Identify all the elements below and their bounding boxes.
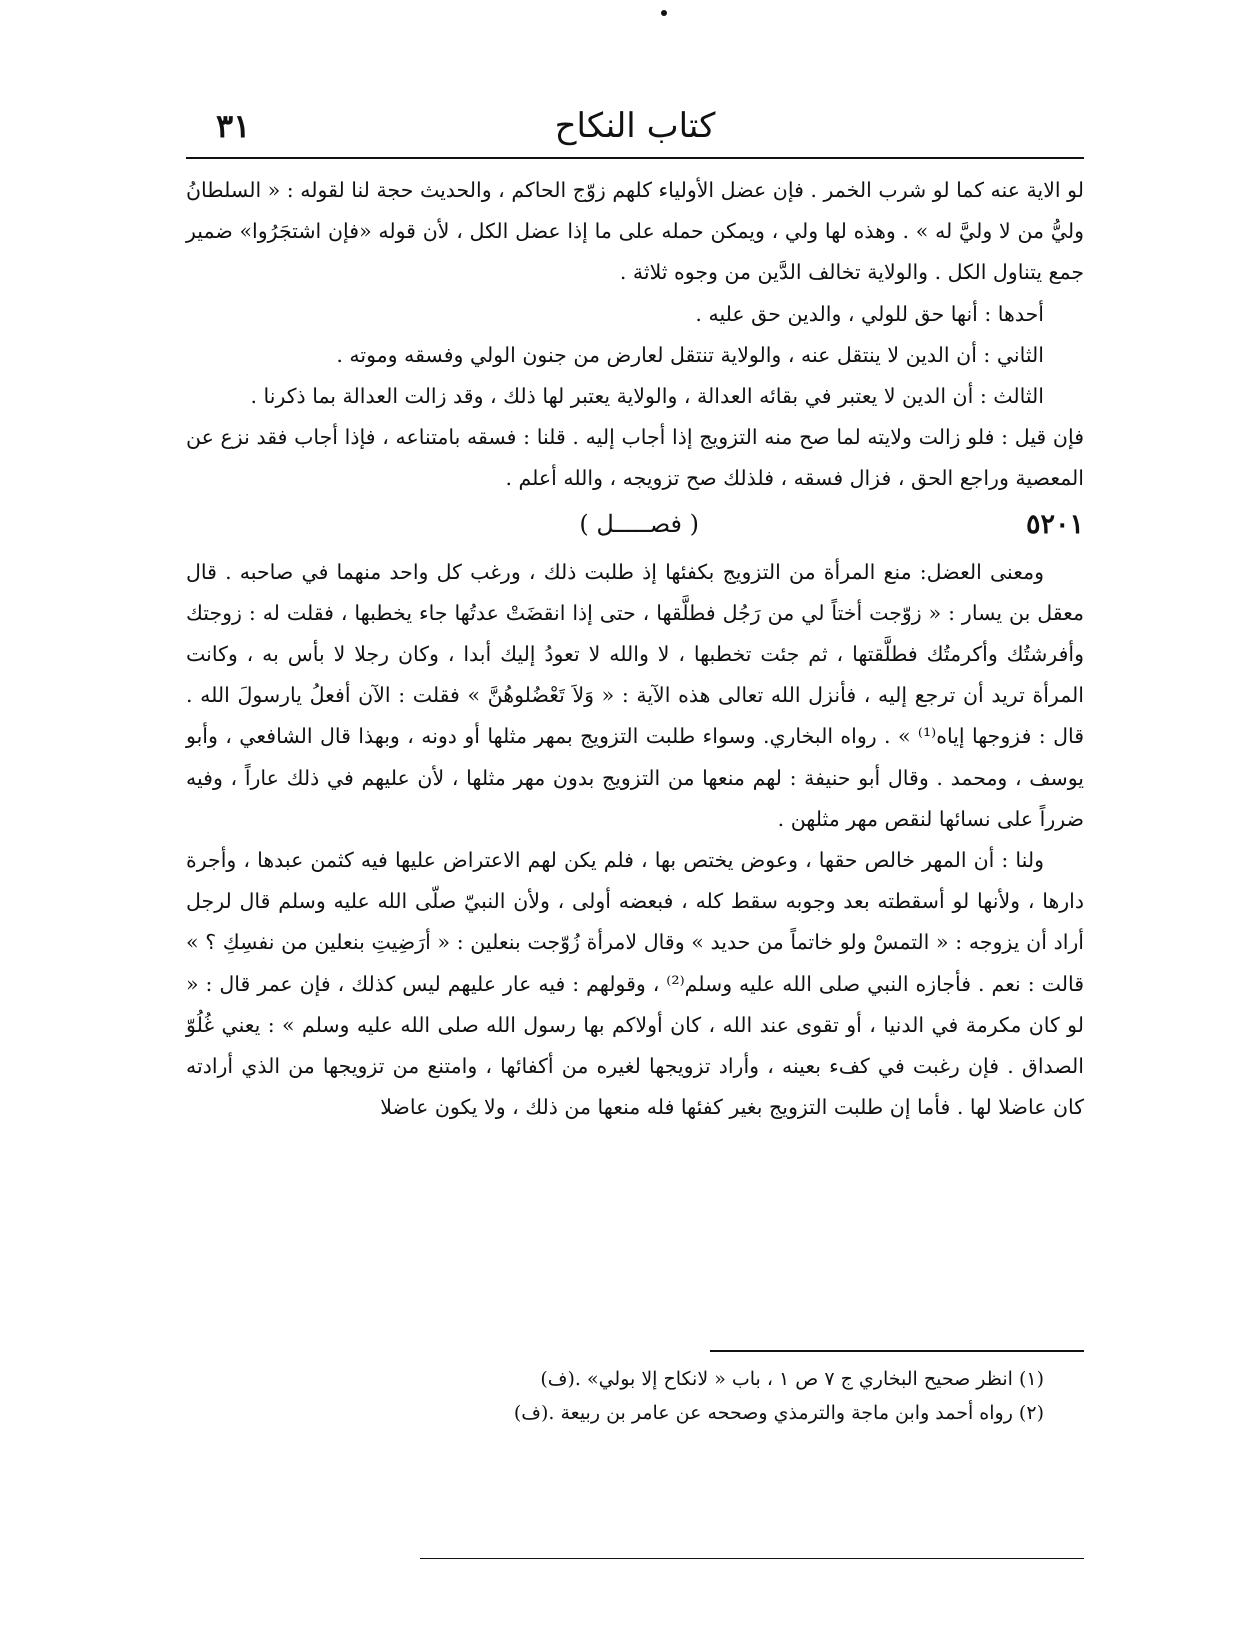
section-heading [186, 502, 1084, 550]
paragraph: لو الاية عنه كما لو شرب الخمر . فإن عضل الأولياء كلهم زوّج الحاكم ، والحديث حجة لنا لقوله : « السلطانُ وليُّ من لا وليَّ له » . وهذه لها ولي ، ويمكن حمله على ما إذا عضل الكل ، لأن قوله «فإن اشتجَرُوا» ضمير جمع يتناول الكل . والولاية تخالف الدَّين من وجوه ثلاثة . [186, 178, 1084, 285]
footnotes [420, 1362, 1044, 1430]
footnote: (٢) رواه أحمد وابن ماجة والترمذي وصححه عن عامر بن ربيعة .(ف) [513, 1402, 1044, 1424]
main-text [186, 170, 1084, 1128]
paragraph: ولنا : أن المهر خالص حقها ، وعوض يختص بها ، فلم يكن لهم الاعتراض عليها فيه كثمن عبدها ، وأجرة دارها ، ولأنها لو أسقطته بعد وجوبه سقط كله ، فبعضه أولى ، ولأن النبيّ صلّى الله عليه وسلم قال لرجل أراد أن يزوجه : « التمسْ ولو خاتماً من حديد » وقال لامرأة زُوّجت بنعلين : « أرَضِيتِ بنعلين من نفسِكِ ؟ » قالت : نعم . فأجازه النبي صلى الله عليه وسلم⁽²⁾ ، وقولهم : فيه عار عليهم ليس كذلك ، فإن عمر قال : « لو كان مكرمة في الدنيا ، أو تقوى عند الله ، كان أولاكم بها رسول الله صلى الله عليه وسلم » : يعني غُلُوّ الصداق . فإن رغبت في كفء بعينه ، وأراد تزويجها لغيره من أكفائها ، وامتنع من تزويجها من الذي أرادته كان عاضلا لها . فأما إن طلبت التزويج بغير كفئها فله منعها من ذلك ، ولا يكون عاضلا [186, 848, 1084, 1120]
paragraph: ومعنى العضل: منع المرأة من التزويج بكفئها إذ طلبت ذلك ، ورغب كل واحد منهما في صاحبه . قال معقل بن يسار : « زوّجت أختاً لي من رَجُل فطلَّقها ، حتى إذا انقضَتْ عدتُها جاء يخطبها ، فقلت له : زوجتك وأفرشتُك وأكرمتُك فطلَّقتها ، ثم جئت تخطبها ، لا والله لا تعودُ إليك أبدا ، وكان رجلا لا بأس به ، وكانت المرأة تريد أن ترجع إليه ، فأنزل الله تعالى هذه الآية : « وَلاَ تَعْضُلوهُنَّ » فقلت : الآن أفعلُ يارسولَ الله . قال : فزوجها إياه⁽¹⁾ » . رواه البخاري. وسواء طلبت التزويج بمهر مثلها أو دونه ، وبهذا قال الشافعي ، وأبو يوسف ، ومحمد . وقال أبو حنيفة : لهم منعها من التزويج بدون مهر مثلها ، لأن عليهم في ذلك عاراً ، وفيه ضرراً على نسائها لنقص مهر مثلهن . [186, 559, 1085, 831]
header-rule [186, 157, 1084, 159]
section-number: ٥٢٠١ [1025, 508, 1084, 540]
top-dot-mark [661, 10, 667, 16]
section-label: ( فصـــــل ) [579, 509, 699, 538]
footnote-rule [710, 1350, 1084, 1352]
page-header [186, 100, 1084, 156]
bottom-rule [420, 1558, 1084, 1559]
paragraph: أحدها : أنها حق للولي ، والدين حق عليه . [695, 301, 1044, 326]
paragraph: فإن قيل : فلو زالت ولايته لما صح منه التزويج إذا أجاب إليه . قلنا : فسقه بامتناعه ، فإذا أجاب فقد نزع عن المعصية وراجع الحق ، فزال فسقه ، فلذلك صح تزويجه ، والله أعلم . [186, 425, 1084, 491]
running-title: كتاب النكاح [554, 106, 716, 146]
paragraph: الثاني : أن الدين لا ينتقل عنه ، والولاية تنتقل لعارض من جنون الولي وفسقه وموته . [336, 342, 1044, 367]
paragraph: الثالث : أن الدين لا يعتبر في بقائه العدالة ، والولاية يعتبر لها ذلك ، وقد زالت العدالة بما ذكرنا . [250, 384, 1044, 409]
footnote: (١) انظر صحيح البخاري ج ٧ ص ١ ، باب « لانكاح إلا بولي» .(ف) [540, 1368, 1044, 1390]
page-number: ٣١ [216, 107, 251, 145]
